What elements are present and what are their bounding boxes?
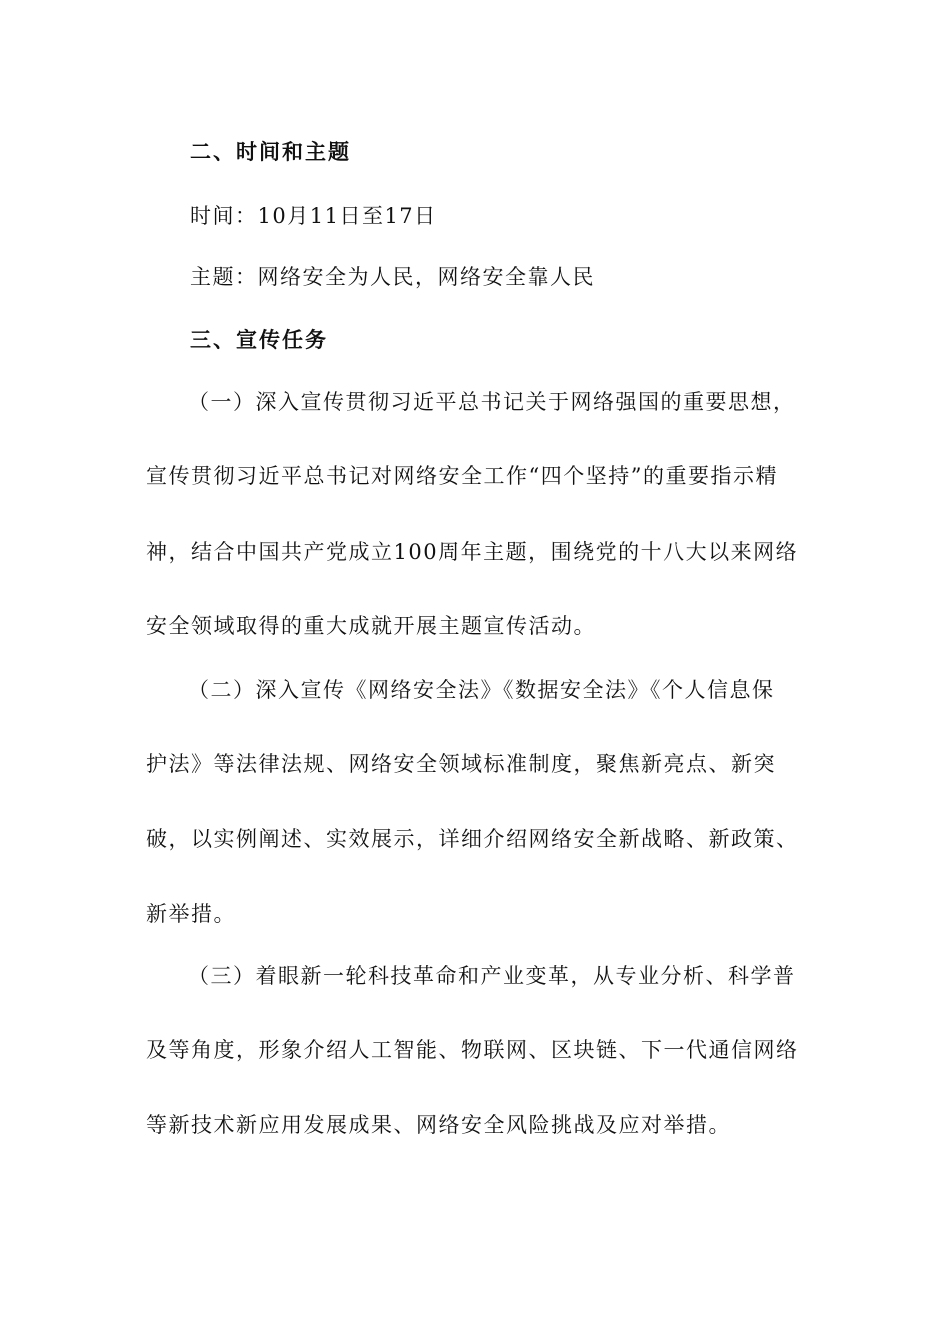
paragraph-line: （一）深入宣传贯彻习近平总书记关于网络强国的重要思想， [188,390,796,414]
paragraph-line: （二）深入宣传《网络安全法》《数据安全法》《个人信息保 [188,678,775,702]
paragraph-line: 破，以实例阐述、实效展示，详细介绍网络安全新战略、新政策、 [146,827,799,851]
paragraph-line: 护法》等法律法规、网络安全领域标准制度，聚焦新亮点、新突 [146,752,776,776]
section-heading-time-theme: 二、时间和主题 [190,140,351,164]
section-heading-tasks: 三、宣传任务 [190,328,328,352]
time-line: 时间：10月11日至17日 [190,204,437,228]
paragraph-line: 及等角度，形象介绍人工智能、物联网、区块链、下一代通信网络 [146,1038,799,1062]
paragraph-line: 等新技术新应用发展成果、网络安全风险挑战及应对举措。 [146,1113,731,1137]
paragraph-line: 神，结合中国共产党成立100周年主题，围绕党的十八大以来网络 [146,540,799,564]
paragraph-line: （三）着眼新一轮科技革命和产业变革，从专业分析、科学普 [188,964,796,988]
paragraph-line: 新举措。 [146,902,236,926]
theme-line: 主题：网络安全为人民，网络安全靠人民 [190,265,595,289]
paragraph-line: 宣传贯彻习近平总书记对网络安全工作“四个坚持”的重要指示精 [146,464,778,488]
paragraph-line: 安全领域取得的重大成就开展主题宣传活动。 [146,614,596,638]
